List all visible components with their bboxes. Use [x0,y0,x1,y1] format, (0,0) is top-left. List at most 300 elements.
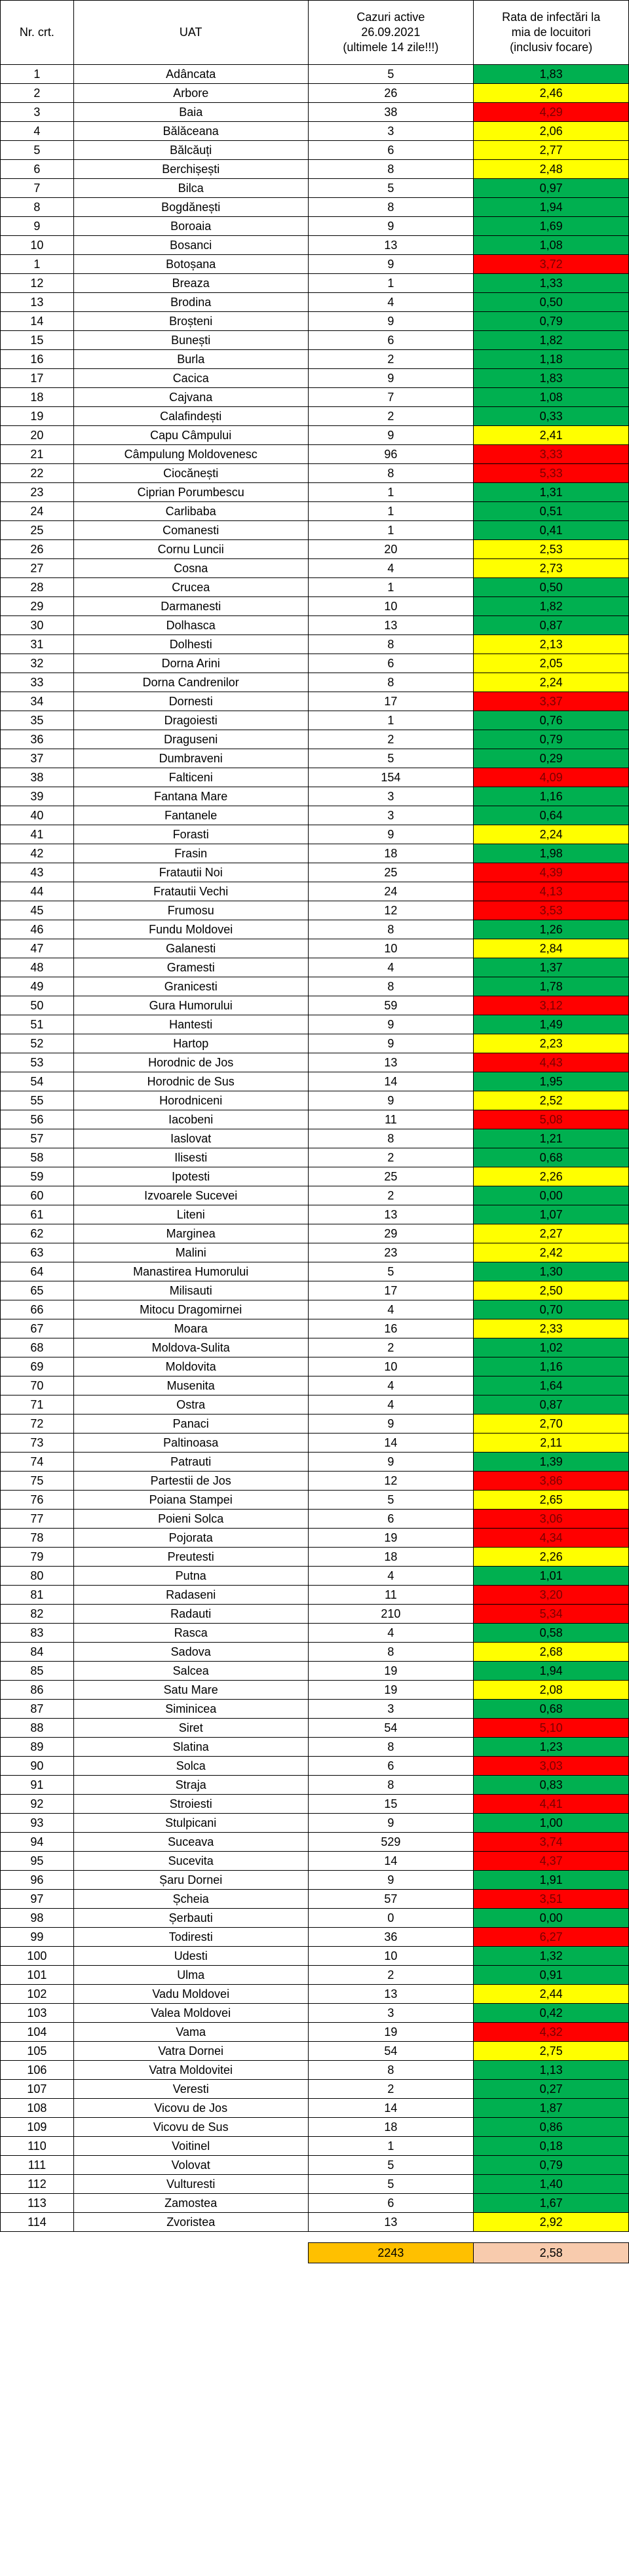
cell-uat[interactable]: Poieni Solca [73,1510,308,1529]
cell-rate[interactable]: 2,23 [474,1034,629,1053]
cell-rate[interactable]: 0,79 [474,730,629,749]
cell-nr[interactable]: 18 [1,388,74,407]
cell-cases[interactable]: 18 [308,1548,474,1567]
cell-uat[interactable]: Bilca [73,179,308,198]
cell-cases[interactable]: 7 [308,388,474,407]
cell-uat[interactable]: Frasin [73,844,308,863]
cell-cases[interactable]: 59 [308,996,474,1015]
cell-rate[interactable]: 1,32 [474,1947,629,1966]
cell-uat[interactable]: Broșteni [73,312,308,331]
cell-rate[interactable]: 1,08 [474,236,629,255]
cell-uat[interactable]: Frumosu [73,901,308,920]
cell-rate[interactable]: 1,08 [474,388,629,407]
cell-nr[interactable]: 30 [1,616,74,635]
cell-nr[interactable]: 88 [1,1719,74,1738]
cell-rate[interactable]: 0,79 [474,2156,629,2175]
cell-nr[interactable]: 44 [1,882,74,901]
cell-uat[interactable]: Fantanele [73,806,308,825]
cell-cases[interactable]: 8 [308,2061,474,2080]
cell-rate[interactable]: 1,31 [474,483,629,502]
cell-nr[interactable]: 6 [1,160,74,179]
cell-cases[interactable]: 3 [308,1700,474,1719]
cell-cases[interactable]: 29 [308,1224,474,1243]
cell-cases[interactable]: 529 [308,1833,474,1852]
cell-rate[interactable]: 0,68 [474,1700,629,1719]
cell-uat[interactable]: Panaci [73,1415,308,1434]
cell-nr[interactable]: 50 [1,996,74,1015]
cell-uat[interactable]: Putna [73,1567,308,1586]
cell-cases[interactable]: 24 [308,882,474,901]
cell-rate[interactable]: 3,03 [474,1757,629,1776]
cell-cases[interactable]: 154 [308,768,474,787]
cell-uat[interactable]: Carlibaba [73,502,308,521]
cell-uat[interactable]: Cornu Luncii [73,540,308,559]
cell-nr[interactable]: 97 [1,1890,74,1909]
cell-uat[interactable]: Fantana Mare [73,787,308,806]
cell-uat[interactable]: Câmpulung Moldovenesc [73,445,308,464]
cell-cases[interactable]: 2 [308,1966,474,1985]
cell-cases[interactable]: 14 [308,1072,474,1091]
cell-nr[interactable]: 37 [1,749,74,768]
cell-uat[interactable]: Bălăceana [73,122,308,141]
cell-uat[interactable]: Fratautii Vechi [73,882,308,901]
cell-nr[interactable]: 9 [1,217,74,236]
cell-uat[interactable]: Dolhesti [73,635,308,654]
cell-nr[interactable]: 1 [1,65,74,84]
cell-cases[interactable]: 1 [308,274,474,293]
cell-rate[interactable]: 1,16 [474,1357,629,1376]
cell-uat[interactable]: Sadova [73,1643,308,1662]
cell-rate[interactable]: 1,23 [474,1738,629,1757]
cell-nr[interactable]: 49 [1,977,74,996]
cell-nr[interactable]: 22 [1,464,74,483]
cell-cases[interactable]: 1 [308,502,474,521]
cell-uat[interactable]: Straja [73,1776,308,1795]
cell-rate[interactable]: 1,26 [474,920,629,939]
cell-rate[interactable]: 1,18 [474,350,629,369]
cell-cases[interactable]: 10 [308,597,474,616]
cell-uat[interactable]: Burla [73,350,308,369]
cell-nr[interactable]: 31 [1,635,74,654]
cell-rate[interactable]: 0,42 [474,2004,629,2023]
cell-uat[interactable]: Horodnic de Sus [73,1072,308,1091]
cell-uat[interactable]: Vadu Moldovei [73,1985,308,2004]
cell-nr[interactable]: 104 [1,2023,74,2042]
cell-uat[interactable]: Moldovita [73,1357,308,1376]
cell-rate[interactable]: 0,87 [474,1395,629,1415]
cell-uat[interactable]: Dorna Arini [73,654,308,673]
cell-nr[interactable]: 64 [1,1262,74,1281]
cell-rate[interactable]: 1,16 [474,787,629,806]
cell-cases[interactable]: 8 [308,1129,474,1148]
cell-nr[interactable]: 101 [1,1966,74,1985]
cell-cases[interactable]: 10 [308,1947,474,1966]
cell-nr[interactable]: 83 [1,1624,74,1643]
cell-uat[interactable]: Baia [73,103,308,122]
cell-cases[interactable]: 3 [308,122,474,141]
cell-rate[interactable]: 2,24 [474,673,629,692]
cell-cases[interactable]: 9 [308,1871,474,1890]
cell-uat[interactable]: Breaza [73,274,308,293]
cell-uat[interactable]: Milisauti [73,1281,308,1300]
cell-nr[interactable]: 21 [1,445,74,464]
cell-uat[interactable]: Zvoristea [73,2213,308,2232]
cell-cases[interactable]: 13 [308,616,474,635]
cell-cases[interactable]: 12 [308,1472,474,1491]
cell-rate[interactable]: 2,13 [474,635,629,654]
cell-nr[interactable]: 38 [1,768,74,787]
cell-uat[interactable]: Siret [73,1719,308,1738]
cell-rate[interactable]: 2,73 [474,559,629,578]
cell-uat[interactable]: Moldova-Sulita [73,1338,308,1357]
cell-rate[interactable]: 0,76 [474,711,629,730]
cell-cases[interactable]: 19 [308,1681,474,1700]
cell-nr[interactable]: 7 [1,179,74,198]
cell-uat[interactable]: Dumbraveni [73,749,308,768]
cell-nr[interactable]: 79 [1,1548,74,1567]
cell-uat[interactable]: Ipotesti [73,1167,308,1186]
cell-nr[interactable]: 93 [1,1814,74,1833]
cell-cases[interactable]: 54 [308,1719,474,1738]
cell-rate[interactable]: 4,41 [474,1795,629,1814]
cell-nr[interactable]: 26 [1,540,74,559]
cell-rate[interactable]: 4,34 [474,1529,629,1548]
cell-cases[interactable]: 2 [308,1148,474,1167]
cell-nr[interactable]: 75 [1,1472,74,1491]
cell-nr[interactable]: 98 [1,1909,74,1928]
cell-rate[interactable]: 2,42 [474,1243,629,1262]
cell-uat[interactable]: Stroiesti [73,1795,308,1814]
cell-uat[interactable]: Berchișești [73,160,308,179]
cell-rate[interactable]: 0,29 [474,749,629,768]
cell-rate[interactable]: 0,18 [474,2137,629,2156]
cell-rate[interactable]: 1,21 [474,1129,629,1148]
cell-uat[interactable]: Calafindești [73,407,308,426]
cell-nr[interactable]: 113 [1,2194,74,2213]
cell-nr[interactable]: 78 [1,1529,74,1548]
cell-cases[interactable]: 4 [308,958,474,977]
cell-uat[interactable]: Vatra Moldovitei [73,2061,308,2080]
cell-uat[interactable]: Dorna Candrenilor [73,673,308,692]
cell-rate[interactable]: 2,46 [474,84,629,103]
cell-uat[interactable]: Vicovu de Sus [73,2118,308,2137]
cell-cases[interactable]: 20 [308,540,474,559]
cell-nr[interactable]: 4 [1,122,74,141]
cell-uat[interactable]: Granicesti [73,977,308,996]
cell-rate[interactable]: 0,33 [474,407,629,426]
cell-cases[interactable]: 6 [308,2194,474,2213]
cell-cases[interactable]: 9 [308,1415,474,1434]
cell-uat[interactable]: Crucea [73,578,308,597]
cell-nr[interactable]: 54 [1,1072,74,1091]
cell-nr[interactable]: 105 [1,2042,74,2061]
cell-nr[interactable]: 17 [1,369,74,388]
cell-uat[interactable]: Fundu Moldovei [73,920,308,939]
cell-uat[interactable]: Ulma [73,1966,308,1985]
total-rate-cell[interactable]: 2,58 [474,2243,629,2263]
cell-nr[interactable]: 66 [1,1300,74,1319]
cell-rate[interactable]: 1,95 [474,1072,629,1091]
cell-uat[interactable]: Mitocu Dragomirnei [73,1300,308,1319]
cell-cases[interactable]: 26 [308,84,474,103]
cell-nr[interactable]: 94 [1,1833,74,1852]
cell-rate[interactable]: 0,00 [474,1909,629,1928]
cell-cases[interactable]: 9 [308,1814,474,1833]
cell-uat[interactable]: Udesti [73,1947,308,1966]
cell-uat[interactable]: Suceava [73,1833,308,1852]
cell-cases[interactable]: 19 [308,1529,474,1548]
cell-uat[interactable]: Hartop [73,1034,308,1053]
cell-rate[interactable]: 2,06 [474,122,629,141]
header-nr[interactable] [1,1,74,65]
cell-cases[interactable]: 36 [308,1928,474,1947]
cell-cases[interactable]: 6 [308,1510,474,1529]
cell-rate[interactable]: 4,13 [474,882,629,901]
cell-nr[interactable]: 45 [1,901,74,920]
cell-cases[interactable]: 2 [308,407,474,426]
cell-cases[interactable]: 96 [308,445,474,464]
cell-cases[interactable]: 0 [308,1909,474,1928]
cell-rate[interactable]: 2,33 [474,1319,629,1338]
cell-uat[interactable]: Iacobeni [73,1110,308,1129]
cell-nr[interactable]: 25 [1,521,74,540]
cell-cases[interactable]: 2 [308,1338,474,1357]
cell-uat[interactable]: Stulpicani [73,1814,308,1833]
cell-cases[interactable]: 5 [308,1491,474,1510]
cell-uat[interactable]: Cajvana [73,388,308,407]
header-cases[interactable] [308,1,474,65]
cell-rate[interactable]: 0,86 [474,2118,629,2137]
cell-rate[interactable]: 4,09 [474,768,629,787]
cell-rate[interactable]: 2,26 [474,1167,629,1186]
cell-uat[interactable]: Siminicea [73,1700,308,1719]
cell-cases[interactable]: 3 [308,806,474,825]
cell-uat[interactable]: Șaru Dornei [73,1871,308,1890]
cell-rate[interactable]: 2,77 [474,141,629,160]
cell-nr[interactable]: 73 [1,1434,74,1453]
cell-uat[interactable]: Ciocănești [73,464,308,483]
cell-uat[interactable]: Capu Câmpului [73,426,308,445]
cell-nr[interactable]: 47 [1,939,74,958]
cell-uat[interactable]: Adâncata [73,65,308,84]
cell-nr[interactable]: 110 [1,2137,74,2156]
cell-rate[interactable]: 2,84 [474,939,629,958]
cell-rate[interactable]: 1,94 [474,198,629,217]
cell-nr[interactable]: 109 [1,2118,74,2137]
cell-cases[interactable]: 4 [308,1624,474,1643]
cell-uat[interactable]: Boroaia [73,217,308,236]
cell-rate[interactable]: 2,41 [474,426,629,445]
cell-rate[interactable]: 3,53 [474,901,629,920]
cell-nr[interactable]: 34 [1,692,74,711]
cell-rate[interactable]: 2,08 [474,1681,629,1700]
cell-rate[interactable]: 1,07 [474,1205,629,1224]
cell-rate[interactable]: 4,37 [474,1852,629,1871]
cell-nr[interactable]: 62 [1,1224,74,1243]
cell-nr[interactable]: 24 [1,502,74,521]
cell-rate[interactable]: 2,75 [474,2042,629,2061]
cell-rate[interactable]: 1,30 [474,1262,629,1281]
cell-cases[interactable]: 9 [308,1091,474,1110]
cell-cases[interactable]: 1 [308,521,474,540]
cell-nr[interactable]: 60 [1,1186,74,1205]
cell-cases[interactable]: 1 [308,578,474,597]
cell-rate[interactable]: 0,58 [474,1624,629,1643]
cell-cases[interactable]: 8 [308,673,474,692]
cell-uat[interactable]: Partestii de Jos [73,1472,308,1491]
cell-rate[interactable]: 5,34 [474,1605,629,1624]
cell-nr[interactable]: 42 [1,844,74,863]
cell-uat[interactable]: Darmanesti [73,597,308,616]
cell-nr[interactable]: 85 [1,1662,74,1681]
cell-uat[interactable]: Patrauti [73,1453,308,1472]
cell-cases[interactable]: 9 [308,255,474,274]
cell-cases[interactable]: 10 [308,1357,474,1376]
cell-cases[interactable]: 1 [308,483,474,502]
cell-rate[interactable]: 1,64 [474,1376,629,1395]
cell-rate[interactable]: 2,52 [474,1091,629,1110]
cell-rate[interactable]: 2,48 [474,160,629,179]
cell-cases[interactable]: 23 [308,1243,474,1262]
cell-uat[interactable]: Satu Mare [73,1681,308,1700]
cell-uat[interactable]: Musenita [73,1376,308,1395]
cell-nr[interactable]: 39 [1,787,74,806]
cell-rate[interactable]: 1,94 [474,1662,629,1681]
cell-uat[interactable]: Șerbauti [73,1909,308,1928]
cell-uat[interactable]: Arbore [73,84,308,103]
cell-nr[interactable]: 5 [1,141,74,160]
cell-cases[interactable]: 5 [308,65,474,84]
cell-nr[interactable]: 70 [1,1376,74,1395]
cell-rate[interactable]: 2,70 [474,1415,629,1434]
cell-rate[interactable]: 6,27 [474,1928,629,1947]
cell-cases[interactable]: 8 [308,1776,474,1795]
cell-cases[interactable]: 5 [308,2156,474,2175]
cell-nr[interactable]: 53 [1,1053,74,1072]
cell-cases[interactable]: 2 [308,2080,474,2099]
cell-nr[interactable]: 84 [1,1643,74,1662]
cell-nr[interactable]: 56 [1,1110,74,1129]
cell-nr[interactable]: 8 [1,198,74,217]
cell-uat[interactable]: Liteni [73,1205,308,1224]
cell-uat[interactable]: Horodniceni [73,1091,308,1110]
cell-cases[interactable]: 5 [308,179,474,198]
cell-rate[interactable]: 1,98 [474,844,629,863]
cell-uat[interactable]: Radaseni [73,1586,308,1605]
cell-rate[interactable]: 1,87 [474,2099,629,2118]
cell-cases[interactable]: 8 [308,1738,474,1757]
cell-rate[interactable]: 3,33 [474,445,629,464]
cell-uat[interactable]: Comanesti [73,521,308,540]
cell-uat[interactable]: Paltinoasa [73,1434,308,1453]
cell-nr[interactable]: 71 [1,1395,74,1415]
cell-rate[interactable]: 0,68 [474,1148,629,1167]
cell-uat[interactable]: Hantesti [73,1015,308,1034]
cell-cases[interactable]: 15 [308,1795,474,1814]
cell-nr[interactable]: 55 [1,1091,74,1110]
cell-uat[interactable]: Dornesti [73,692,308,711]
cell-nr[interactable]: 65 [1,1281,74,1300]
cell-cases[interactable]: 4 [308,1395,474,1415]
cell-nr[interactable]: 10 [1,236,74,255]
cell-uat[interactable]: Vulturesti [73,2175,308,2194]
cell-nr[interactable]: 36 [1,730,74,749]
cell-nr[interactable]: 23 [1,483,74,502]
cell-nr[interactable]: 15 [1,331,74,350]
cell-cases[interactable]: 14 [308,1852,474,1871]
cell-nr[interactable]: 32 [1,654,74,673]
cell-cases[interactable]: 5 [308,1262,474,1281]
cell-uat[interactable]: Bogdănești [73,198,308,217]
cell-rate[interactable]: 1,13 [474,2061,629,2080]
cell-nr[interactable]: 3 [1,103,74,122]
cell-cases[interactable]: 17 [308,1281,474,1300]
cell-cases[interactable]: 12 [308,901,474,920]
cell-uat[interactable]: Vatra Dornei [73,2042,308,2061]
cell-rate[interactable]: 1,91 [474,1871,629,1890]
cell-nr[interactable]: 102 [1,1985,74,2004]
cell-rate[interactable]: 1,82 [474,331,629,350]
cell-rate[interactable]: 2,05 [474,654,629,673]
cell-rate[interactable]: 0,79 [474,312,629,331]
cell-cases[interactable]: 38 [308,103,474,122]
cell-nr[interactable]: 2 [1,84,74,103]
cell-rate[interactable]: 1,00 [474,1814,629,1833]
cell-cases[interactable]: 1 [308,711,474,730]
cell-cases[interactable]: 4 [308,1376,474,1395]
cell-uat[interactable]: Gramesti [73,958,308,977]
cell-uat[interactable]: Voitinel [73,2137,308,2156]
cell-rate[interactable]: 0,70 [474,1300,629,1319]
cell-cases[interactable]: 6 [308,654,474,673]
cell-rate[interactable]: 0,50 [474,293,629,312]
cell-uat[interactable]: Forasti [73,825,308,844]
cell-cases[interactable]: 8 [308,464,474,483]
cell-uat[interactable]: Poiana Stampei [73,1491,308,1510]
cell-nr[interactable]: 51 [1,1015,74,1034]
cell-nr[interactable]: 95 [1,1852,74,1871]
cell-uat[interactable]: Malini [73,1243,308,1262]
cell-cases[interactable]: 6 [308,331,474,350]
cell-nr[interactable]: 35 [1,711,74,730]
cell-uat[interactable]: Dragoiesti [73,711,308,730]
cell-rate[interactable]: 0,87 [474,616,629,635]
cell-rate[interactable]: 4,43 [474,1053,629,1072]
cell-nr[interactable]: 59 [1,1167,74,1186]
cell-nr[interactable]: 92 [1,1795,74,1814]
cell-rate[interactable]: 5,10 [474,1719,629,1738]
cell-nr[interactable]: 99 [1,1928,74,1947]
cell-rate[interactable]: 0,91 [474,1966,629,1985]
cell-cases[interactable]: 8 [308,977,474,996]
cell-uat[interactable]: Cosna [73,559,308,578]
cell-nr[interactable]: 100 [1,1947,74,1966]
cell-rate[interactable]: 5,08 [474,1110,629,1129]
cell-cases[interactable]: 6 [308,141,474,160]
cell-rate[interactable]: 1,01 [474,1567,629,1586]
cell-uat[interactable]: Iaslovat [73,1129,308,1148]
cell-uat[interactable]: Veresti [73,2080,308,2099]
cell-rate[interactable]: 1,49 [474,1015,629,1034]
cell-nr[interactable]: 80 [1,1567,74,1586]
cell-rate[interactable]: 1,39 [474,1453,629,1472]
cell-uat[interactable]: Moara [73,1319,308,1338]
cell-cases[interactable]: 8 [308,160,474,179]
cell-nr[interactable]: 82 [1,1605,74,1624]
cell-rate[interactable]: 5,33 [474,464,629,483]
cell-cases[interactable]: 13 [308,2213,474,2232]
cell-rate[interactable]: 0,64 [474,806,629,825]
